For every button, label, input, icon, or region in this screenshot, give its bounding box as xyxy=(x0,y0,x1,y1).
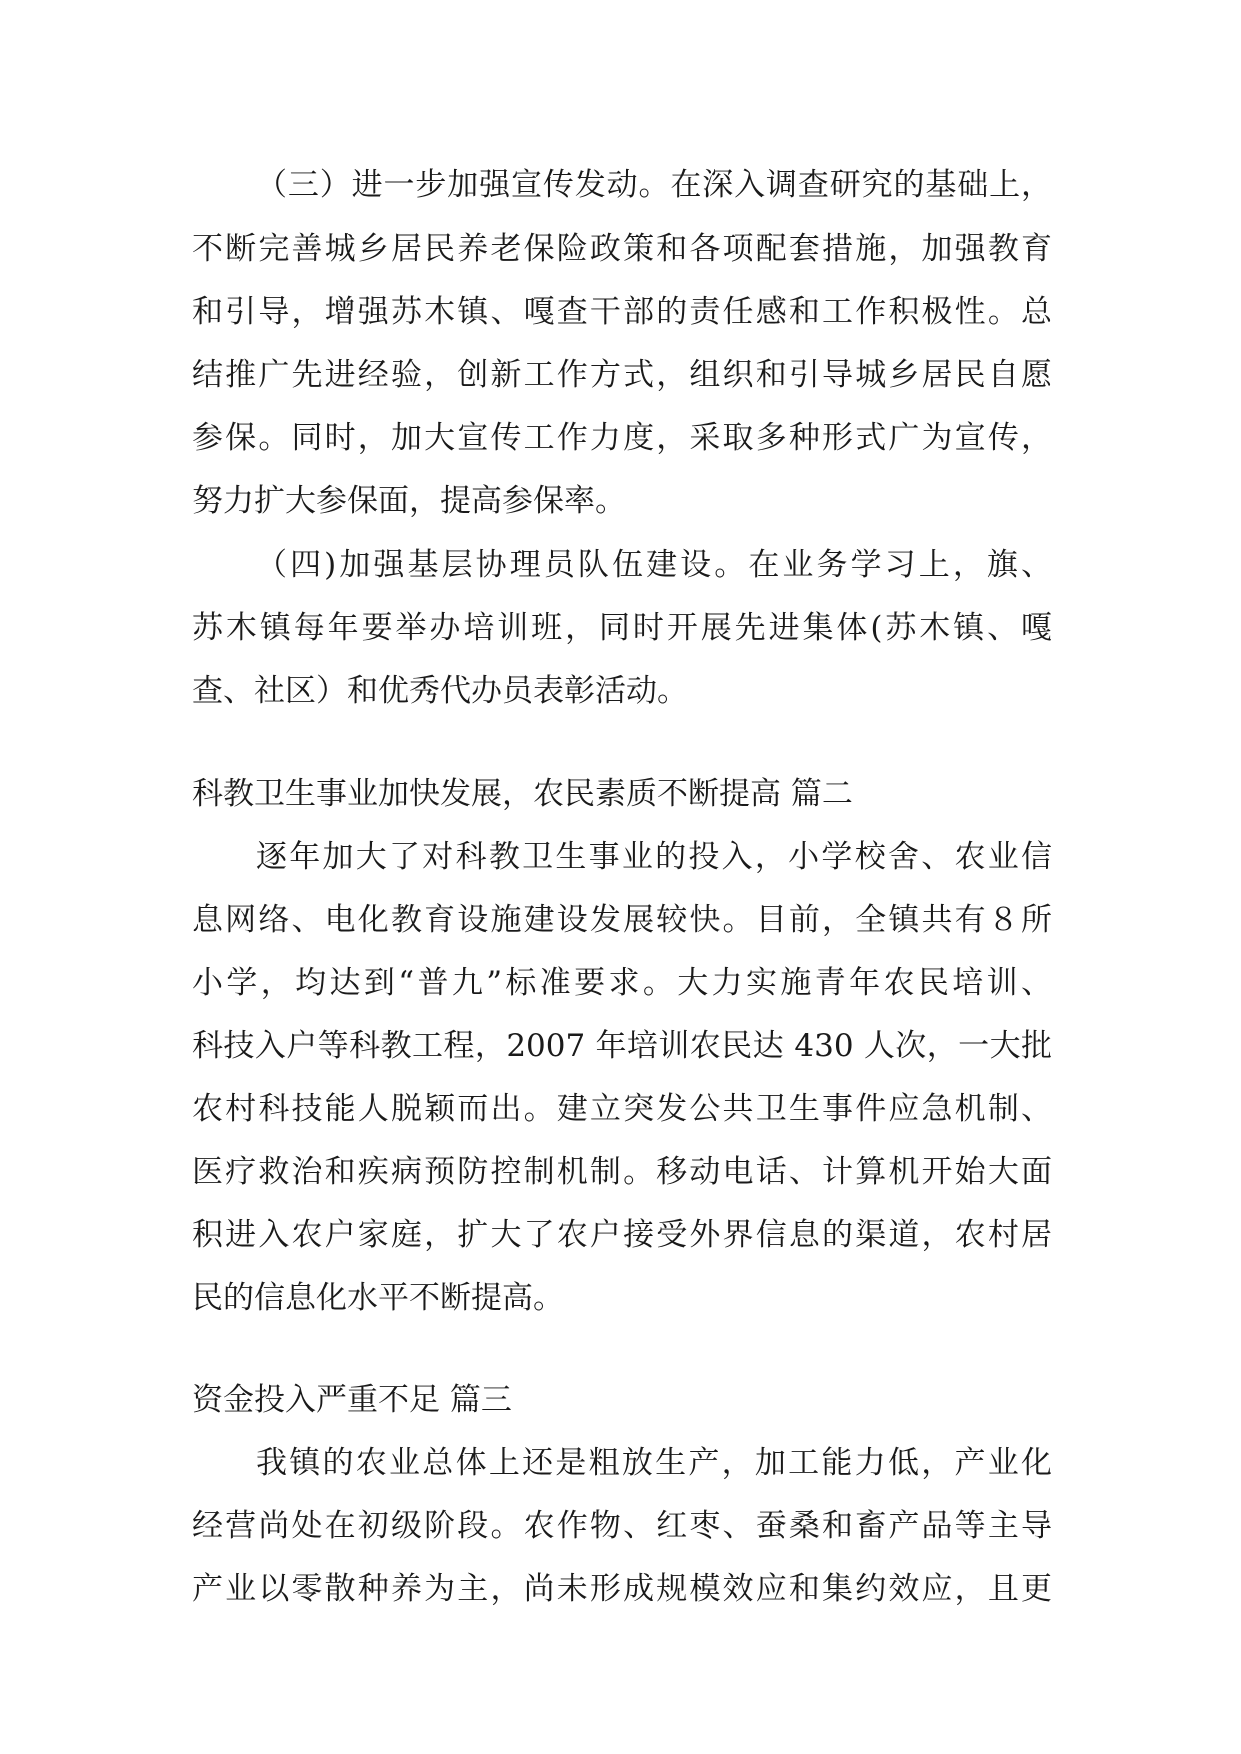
paragraph-line: 逐年加大了对科教卫生事业的投入，小学校舍、农业信 xyxy=(256,839,1052,875)
paragraph-line: （三）进一步加强宣传发动。在深入调查研究的基础上， xyxy=(256,167,1052,203)
paragraph-line: 息网络、电化教育设施建设发展较快。目前，全镇共有８所 xyxy=(192,902,1052,938)
paragraph-line: 产业以零散种养为主，尚未形成规模效应和集约效应，且更 xyxy=(192,1571,1052,1607)
paragraph-line: 科技入户等科教工程，2007 年培训农民达 430 人次，一大批 xyxy=(192,1028,1052,1064)
paragraph-line: 不断完善城乡居民养老保险政策和各项配套措施，加强教育 xyxy=(192,231,1052,267)
paragraph-line: 医疗救治和疾病预防控制机制。移动电话、计算机开始大面 xyxy=(192,1154,1052,1190)
paragraph-line: 参保。同时，加大宣传工作力度，采取多种形式广为宣传， xyxy=(192,420,1052,456)
paragraph-line: 结推广先进经验，创新工作方式，组织和引导城乡居民自愿 xyxy=(192,357,1052,393)
paragraph-line: 和引导，增强苏木镇、嘎查干部的责任感和工作积极性。总 xyxy=(192,294,1052,330)
paragraph-line: 我镇的农业总体上还是粗放生产，加工能力低，产业化 xyxy=(256,1445,1052,1481)
paragraph-line: 努力扩大参保面，提高参保率。 xyxy=(192,483,626,519)
paragraph-line: 积进入农户家庭，扩大了农户接受外界信息的渠道，农村居 xyxy=(192,1217,1052,1253)
paragraph-line: 农村科技能人脱颖而出。建立突发公共卫生事件应急机制、 xyxy=(192,1091,1052,1127)
paragraph-line: 民的信息化水平不断提高。 xyxy=(192,1280,564,1316)
paragraph-line: 小学，均达到“普九”标准要求。大力实施青年农民培训、 xyxy=(192,965,1052,1001)
paragraph-line: 苏木镇每年要举办培训班，同时开展先进集体(苏木镇、嘎 xyxy=(192,610,1052,646)
paragraph-line: 查、社区）和优秀代办员表彰活动。 xyxy=(192,673,688,709)
paragraph-line: 经营尚处在初级阶段。农作物、红枣、蚕桑和畜产品等主导 xyxy=(192,1508,1052,1544)
section-heading: 科教卫生事业加快发展，农民素质不断提高 篇二 xyxy=(192,776,853,812)
section-heading: 资金投入严重不足 篇三 xyxy=(192,1382,512,1418)
paragraph-line: （四)加强基层协理员队伍建设。在业务学习上，旗、 xyxy=(256,547,1052,583)
